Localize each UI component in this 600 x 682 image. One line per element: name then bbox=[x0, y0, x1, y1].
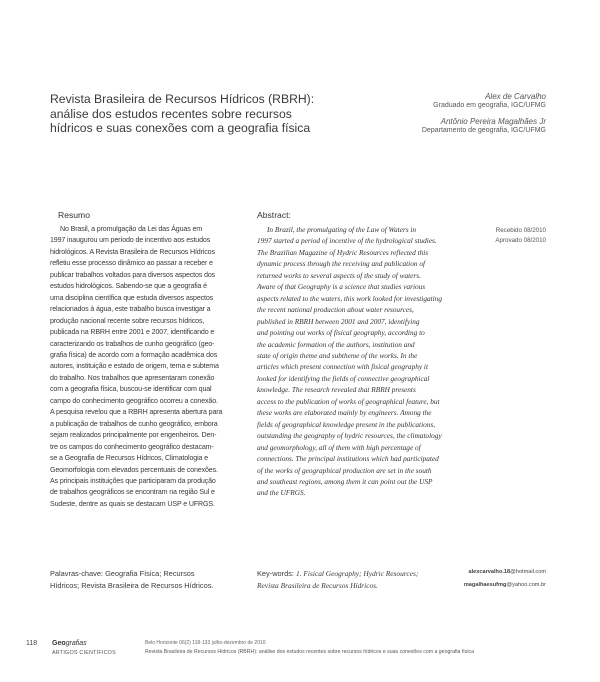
abstract-line: these works are elaborated mainly by engineers. Among the bbox=[257, 408, 432, 418]
abstract-line: 1997 started a period of incentive of the hydrological studies. bbox=[257, 236, 437, 246]
resumo-line: Sudeste, dentre as quais se destacam USP e UFRGS. bbox=[50, 499, 215, 508]
resumo-line: campo do conhecimento geográfico ocorreu a conexão. bbox=[50, 396, 218, 405]
resumo-line: publicada na RBRH entre 2001 e 2007, identificando e bbox=[50, 328, 215, 337]
author-name: Antônio Pereira Magalhães Jr bbox=[440, 116, 546, 126]
resumo-line: 1997 inaugurou um período de incentivo aos estudos bbox=[50, 236, 211, 245]
resumo-line: sejam realizados principalmente por engenheiros. Den- bbox=[50, 431, 217, 440]
abstract-line: looked for identifying the fields of connective geographical bbox=[257, 373, 430, 383]
abstract-heading: Abstract: bbox=[257, 210, 291, 220]
email-link[interactable]: magalhaesufmg@yahoo.com.br bbox=[463, 582, 546, 588]
abstract-line: connections. The principal institutions which had participated bbox=[257, 454, 439, 464]
abstract-line: the recent national production about water resources, bbox=[257, 305, 414, 315]
author-block bbox=[380, 92, 546, 135]
resumo-body bbox=[50, 224, 236, 510]
resumo-line: caracterizando os trabalhos de cunho geográfico (geo- bbox=[50, 339, 215, 348]
resumo-line: refletiu esse processo dinâmico ao passar a receber e bbox=[50, 259, 213, 268]
title-line: hídricos e suas conexões com a geografia física bbox=[50, 121, 311, 136]
keywords-pt-value: Hídricos; Revista Brasileira de Recursos Hídricos. bbox=[50, 581, 214, 590]
resumo-line: grafia física) de acordo com a formação acadêmica dos bbox=[50, 350, 218, 359]
keywords-pt bbox=[50, 568, 250, 592]
abstract-line: In Brazil, the promulgating of the Law of Waters in bbox=[267, 225, 417, 234]
title-line: Revista Brasileira de Recursos Hídricos (RBRH): bbox=[50, 92, 315, 106]
approved-date: Aprovado 08/2010 bbox=[495, 237, 546, 244]
resumo-line: autores, instituição e estado de origem, tema e subtema bbox=[50, 362, 219, 371]
resumo-line: com a geografia física, buscou-se identificar com qual bbox=[50, 385, 212, 394]
resumo-line: publicar trabalhos voltados para diversos aspectos dos bbox=[50, 270, 216, 279]
section-label: ARTIGOS CIENTÍFICOS bbox=[52, 650, 116, 656]
running-citation: Revista Brasileira de Recursos Hídricos (RBRH): análise dos estudos recentes sobre recursos hídricos e suas conexões com a geografia física bbox=[145, 649, 474, 655]
resumo-line: se a Geografia de Recursos Hídricos, Climatologia e bbox=[50, 454, 208, 463]
keywords-en-value: 1. Fisical Geography; Hydric Resources; bbox=[296, 569, 419, 578]
resumo-line: a publicação de trabalhos de cunho geográfico, embora bbox=[50, 419, 218, 428]
abstract-line: aspects related to the waters, this work looked for investigating bbox=[257, 293, 442, 303]
page-number: 118 bbox=[26, 640, 38, 647]
author-name: Alex de Carvalho bbox=[485, 92, 546, 101]
resumo-heading: Resumo bbox=[58, 210, 90, 220]
abstract-line: The Brazilian Magazine of Hydric Resources reflected this bbox=[257, 247, 429, 257]
keywords-en bbox=[257, 568, 427, 592]
abstract-line: dynamic process through the receiving and publication of bbox=[257, 259, 425, 269]
abstract-line: and pointing out works of fisical geography, according to bbox=[257, 328, 425, 338]
author-affiliation: Departamento de geografia, IGC/UFMG bbox=[421, 126, 546, 134]
abstract-line: state of origin theme and subtheme of the works. In the bbox=[257, 350, 418, 360]
abstract-line: knowledge. The research revealed that RBRH presents bbox=[257, 385, 416, 395]
resumo-line: relacionados à água, este trabalho busca investigar a bbox=[50, 305, 211, 314]
abstract-line: and southeast regions, among them it can point out the USP bbox=[257, 476, 433, 486]
abstract-line: the academic formation of the authors, institution and bbox=[257, 339, 415, 349]
resumo-line: tre os campos do conhecimento geográfico destacam- bbox=[50, 442, 214, 451]
journal-name: Geografias bbox=[52, 640, 87, 647]
abstract-line: outstanding the geography of hydric resources, the climatology bbox=[257, 431, 442, 441]
resumo-line: de trabalhos geográficos se encontram na região Sul e bbox=[50, 488, 215, 497]
resumo-line: estudos hidrológicos. Sabendo-se que a geografia é bbox=[50, 282, 207, 291]
keywords-en-label: Key-words: bbox=[257, 569, 294, 578]
abstract-line: returned works to several aspects of the study of waters. bbox=[257, 270, 421, 280]
article-title bbox=[50, 92, 350, 136]
keywords-pt-label: Palavras-chave: bbox=[50, 569, 103, 578]
volume-info: Belo Horizonte 06(2) 118-133 julho-dezembro de 2010 bbox=[145, 640, 266, 646]
submission-dates bbox=[478, 226, 546, 246]
abstract-line: articles which present connection with fisical geography it bbox=[257, 362, 428, 372]
abstract-line: published in RBRH between 2001 and 2007, identifying bbox=[257, 316, 420, 326]
resumo-line: uma disciplina científica que estuda diversos aspectos bbox=[50, 293, 214, 302]
author-affiliation: Graduado em geografia, IGC/UFMG bbox=[433, 102, 546, 110]
received-date: Recebido 08/2010 bbox=[495, 227, 546, 234]
resumo-line: do trabalho. Nos trabalhos que apresentaram conexão bbox=[50, 373, 215, 382]
resumo-line: No Brasil, a promulgação da Lei das Águas em bbox=[60, 225, 203, 233]
abstract-line: of the works of geographical production are set in the south bbox=[257, 465, 432, 475]
abstract-line: access to the publication of works of geographical feature, but bbox=[257, 396, 440, 406]
email-link[interactable]: alexcarvalho.18@hotmail.com bbox=[468, 569, 546, 575]
resumo-line: As principais instituições que participaram da produção bbox=[50, 476, 216, 485]
abstract-line: and geomorphology, all of them with high percentage of bbox=[257, 442, 421, 452]
abstract-line: Aware of that Geography is a science that studies various bbox=[257, 282, 426, 292]
resumo-line: hidrológicos. A Revista Brasileira de Recursos Hídricos bbox=[50, 247, 215, 256]
keywords-pt-value: Geografia Física; Recursos bbox=[105, 569, 195, 578]
abstract-line: fields of geographical knowledge present in the publications, bbox=[257, 419, 436, 429]
resumo-line: A pesquisa revelou que a RBRH apresenta abertura para bbox=[50, 408, 223, 417]
title-line: análise dos estudos recentes sobre recursos bbox=[50, 106, 292, 121]
author-emails bbox=[448, 566, 546, 592]
keywords-en-value: Revista Brasileira de Recursos Hídricos. bbox=[257, 581, 378, 590]
resumo-line: produção nacional recente sobre recursos hídricos, bbox=[50, 316, 205, 325]
abstract-body bbox=[257, 224, 442, 499]
resumo-line: Geomorfologia com elevados percentuais de conexões. bbox=[50, 465, 218, 474]
abstract-line: and the UFRGS. bbox=[257, 488, 306, 498]
